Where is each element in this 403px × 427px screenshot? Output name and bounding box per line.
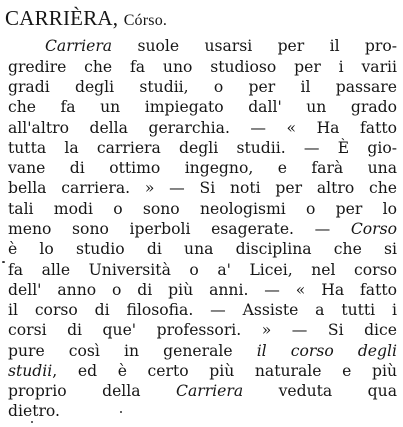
print-speck <box>31 421 33 423</box>
body-line: gredire che fa uno studioso per i varii <box>8 58 397 76</box>
body-line: dell' anno o di più anni. — « Ha fatto <box>8 281 397 299</box>
body-line: il corso di filosofia. — Assiste a tutti i <box>8 301 397 319</box>
entry-headword: CARRIÈRA, <box>5 6 119 30</box>
body-line: gradi degli studii, o per il passare <box>8 78 397 96</box>
body-line: meno sono iperboli esagerate. — Corso <box>8 220 397 238</box>
italic-term: il corso degli <box>256 342 397 360</box>
body-line: proprio della Carriera veduta qua <box>8 382 397 400</box>
body-line: corsi di que' professori. » — Si dice <box>8 321 397 339</box>
body-line: che fa un impiegato dall' un grado <box>8 98 397 116</box>
body-line: tutta la carriera degli studii. — È gio- <box>8 139 397 157</box>
body-line: studii, ed è certo più naturale e più <box>8 362 397 380</box>
entry-heading <box>5 6 167 33</box>
body-line: è lo studio di una disciplina che si <box>8 240 397 258</box>
print-speck <box>120 411 122 413</box>
body-line: vane di ottimo ingegno, e farà una <box>8 159 397 177</box>
body-line: all'altro della gerarchia. — « Ha fatto <box>8 119 397 137</box>
italic-term: Corso <box>350 220 397 238</box>
italic-term: studii <box>8 362 53 380</box>
body-line: Carriera suole usarsi per il pro- <box>45 37 397 55</box>
body-line: tali modi o sono neologismi o per lo <box>8 200 397 218</box>
entry-subheadword: Córso. <box>123 12 168 29</box>
body-line: bella carriera. » — Si noti per altro che <box>8 179 397 197</box>
print-speck <box>2 261 5 263</box>
italic-term: Carriera <box>176 382 244 400</box>
body-line: pure così in generale il corso degli <box>8 342 397 360</box>
body-line: dietro. <box>8 402 60 420</box>
body-line: fa alle Università o a' Licei, nel corso <box>8 261 397 279</box>
italic-term: Carriera <box>45 37 113 55</box>
